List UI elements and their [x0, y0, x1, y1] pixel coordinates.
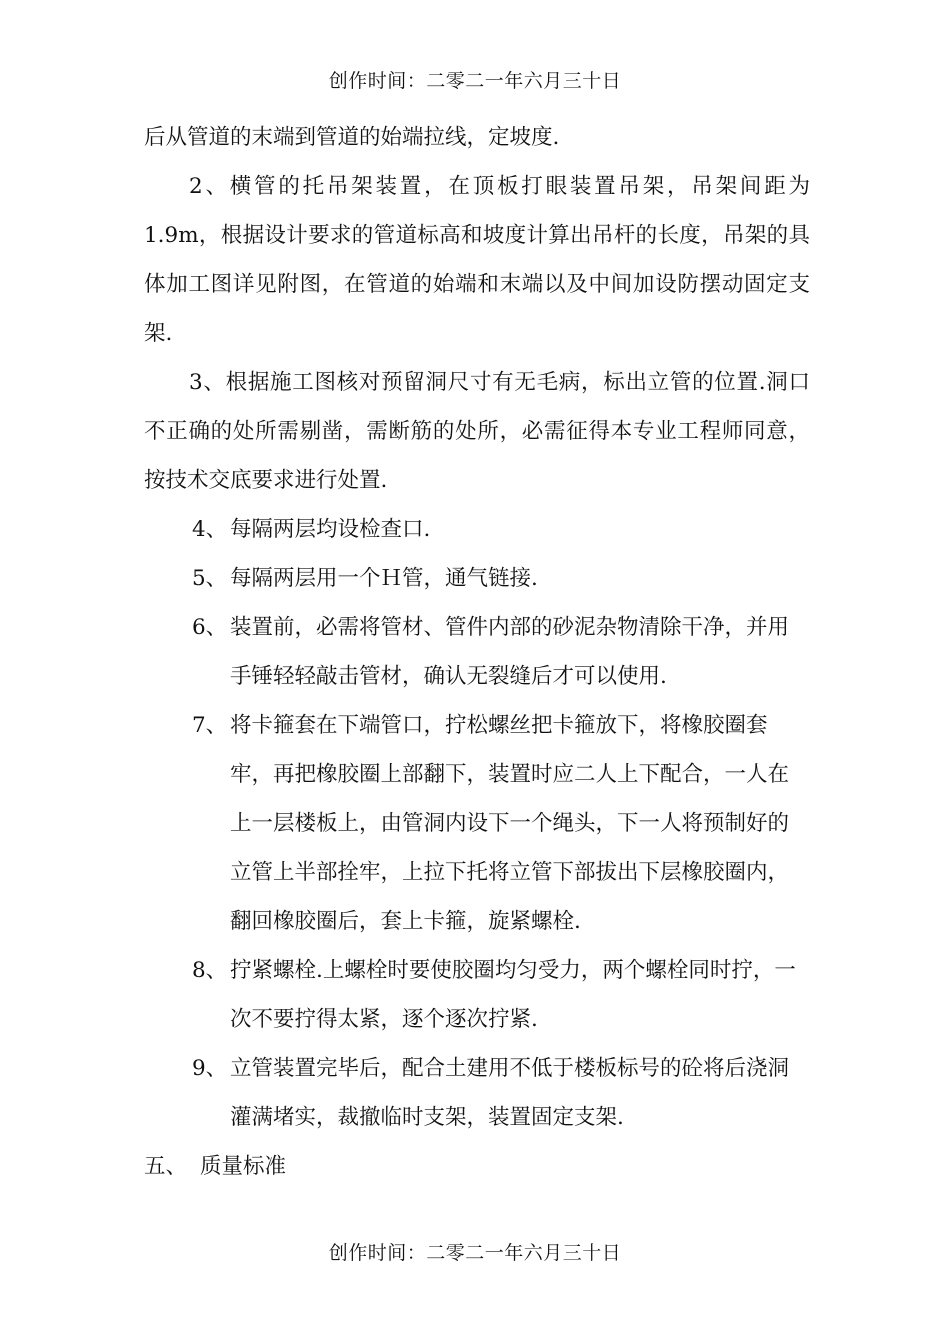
list-item-text: 装置前，必需将管材、管件内部的砂泥杂物清除干净，并用手锤轻轻敲击管材，确认无裂缝后才可以使用. [230, 615, 790, 689]
section-title: 质量标准 [200, 1154, 287, 1179]
list-item-number: 8、 [192, 958, 228, 983]
list-item-number: 9、 [192, 1056, 228, 1081]
list-item-text: 拧紧螺栓.上螺栓时要使胶圈均匀受力，两个螺栓同时拧，一次不要拧得太紧，逐个逐次拧紧. [230, 958, 796, 1032]
paragraph-item-3: 3、根据施工图核对预留洞尺寸有无毛病，标出立管的位置.洞口不正确的处所需剔凿，需断筋的处所，必需征得本专业工程师同意，按技术交底要求进行处置. [144, 370, 810, 493]
section-heading [144, 1142, 810, 1191]
page-header: 创作时间：二零二一年六月三十日 [328, 70, 622, 92]
list-item-number: 7、 [192, 713, 228, 738]
list-item-number: 6、 [192, 615, 228, 640]
page-footer: 创作时间：二零二一年六月三十日 [328, 1242, 622, 1264]
list-item-6 [144, 603, 810, 701]
list-item-text: 将卡箍套在下端管口，拧松螺丝把卡箍放下，将橡胶圈套牢，再把橡胶圈上部翻下，装置时应二人上下配合，一人在上一层楼板上，由管洞内设下一个绳头，下一人将预制好的立管上半部拴牢，上拉下托将立管下部拔出下层橡胶圈内，翻回橡胶圈后，套上卡箍，旋紧螺栓. [230, 713, 790, 934]
paragraph-continuation: 后从管道的末端到管道的始端拉线，定坡度. [144, 125, 560, 150]
list-item-5 [144, 554, 810, 603]
list-item-text: 立管装置完毕后，配合土建用不低于楼板标号的砼将后浇洞灌满堵实，裁撤临时支架，装置固定支架. [230, 1056, 790, 1130]
list-item-text: 每隔两层均设检查口. [230, 517, 431, 542]
list-item-text: 每隔两层用一个Ｈ管，通气链接. [230, 566, 538, 591]
section-number: 五、 [144, 1154, 188, 1179]
list-item-number: 4、 [192, 517, 228, 542]
paragraph-item-2: 2、横管的托吊架装置，在顶板打眼装置吊架，吊架间距为1.9m，根据设计要求的管道标高和坡度计算出吊杆的长度，吊架的具体加工图详见附图，在管道的始端和末端以及中间加设防摆动固定支架. [144, 174, 810, 346]
list-item-4 [144, 505, 810, 554]
list-item-8 [144, 946, 810, 1044]
list-item-7 [144, 701, 810, 946]
list-item-9 [144, 1044, 810, 1142]
document-body [144, 113, 810, 1191]
list-item-number: 5、 [192, 566, 228, 591]
